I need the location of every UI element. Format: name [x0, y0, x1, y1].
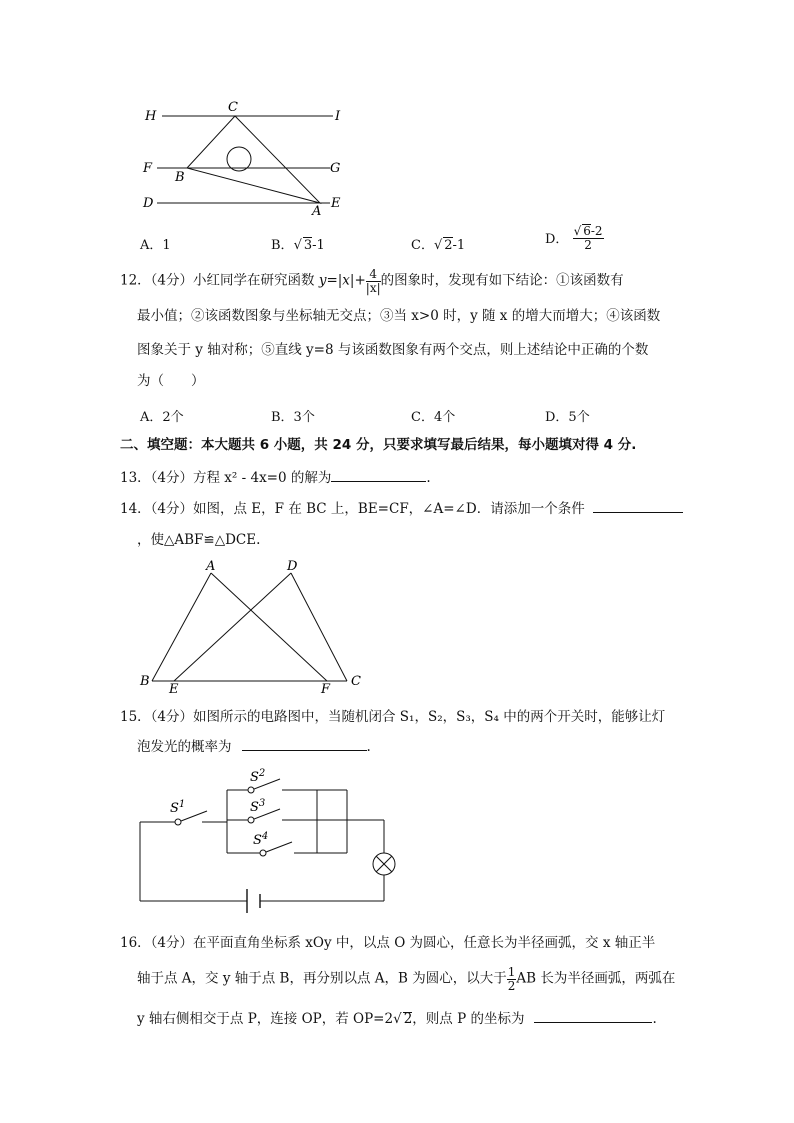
q13-answer-blank[interactable]	[331, 481, 426, 482]
q16-text-c: y 轴右侧相交于点 P，连接 OP，若 OP=2	[137, 1011, 394, 1027]
section-heading: 二、填空题：本大题共 6 小题，共 24 分，只要求填写最后结果，每小题填对得 4 分.	[120, 437, 637, 453]
q16-line3: y 轴右侧相交于点 P，连接 OP，若 OP=2√ 2，则点 P 的坐标为 .	[137, 1011, 657, 1027]
label-s4: $S^4$	[253, 831, 269, 848]
q11-option-b: B．√ 3-1	[271, 238, 325, 253]
q16-text-b: AB 长为半径画弧，两弧在	[516, 970, 676, 987]
triangle-abc	[187, 116, 320, 203]
q12-function: y=|x|+	[318, 272, 366, 289]
label-a: A	[206, 559, 216, 574]
label-d: D	[287, 559, 298, 574]
q14-text: 14．（4分）如图，点 E，F 在 BC 上，BE=CF，∠A=∠D．请添加一个条件	[120, 501, 585, 517]
label-s1: $S^1$	[170, 799, 186, 816]
q15-text: 泡发光的概率为	[137, 739, 232, 755]
label-d: D	[143, 196, 154, 211]
switch-s2-contact	[248, 787, 254, 793]
q12-frac-den: |x|	[365, 280, 381, 295]
q16-frac-num: 1	[507, 965, 516, 979]
label-h: H	[145, 109, 157, 124]
q16-text-d: ，则点 P 的坐标为	[412, 1011, 525, 1027]
q13-text: 13．（4分）方程 x² - 4x=0 的解为	[120, 470, 332, 486]
figure-q14	[137, 558, 367, 696]
q12-lead: 12．（4分）小红同学在研究函数	[120, 272, 319, 289]
q12-frac-num: 4	[366, 268, 381, 282]
segment-af	[211, 573, 327, 681]
switch-s4-blade	[266, 842, 292, 852]
q13-line	[120, 472, 431, 486]
q12-line2: 最小值；②该函数图象与坐标轴无交点；③当 x>0 时，y 随 x 的增大而增大；④该函数	[137, 308, 661, 324]
q14-answer-blank[interactable]	[593, 512, 683, 513]
q11-option-d	[545, 224, 604, 251]
label-c: C	[228, 100, 238, 115]
label-s2: $S^2$	[250, 768, 266, 785]
label-c: C	[351, 674, 361, 689]
q15-line2	[137, 741, 371, 755]
q11-d-fraction: $\frac{√ 6-2}{2}$	[573, 224, 603, 252]
q11-c-prefix: C．	[411, 238, 434, 253]
label-b: B	[175, 170, 185, 185]
q16-frac-den: 2	[507, 978, 516, 993]
figure-q11	[135, 95, 355, 220]
segment-dc	[291, 573, 347, 681]
figure-q15-circuit	[130, 765, 400, 920]
q16-text-a: 轴于点 A，交 y 轴于点 B，再分别以点 A，B 为圆心，以大于	[137, 970, 507, 987]
circle	[227, 147, 251, 171]
label-f: F	[321, 682, 331, 696]
q11-c-suffix: -1	[452, 238, 466, 253]
label-g: G	[330, 161, 341, 176]
label-i: I	[335, 109, 341, 124]
q12-fraction	[366, 268, 381, 294]
q11-d-radicand: 6	[583, 224, 591, 238]
q11-b-prefix: B．	[271, 238, 294, 253]
q11-option-c: C．√ 2-1	[411, 238, 466, 253]
q16-fraction	[507, 966, 517, 992]
q12-tail: 的图象时，发现有如下结论：①该函数有	[380, 272, 624, 289]
label-f: F	[143, 161, 153, 176]
q15-end: .	[366, 739, 371, 755]
label-a: A	[312, 204, 322, 219]
q11-d-num-suffix: -2	[590, 224, 603, 238]
q16-radicand: 2	[403, 1011, 413, 1027]
q12-option-d: D．5个	[545, 410, 590, 425]
q11-option-a: A．1	[140, 238, 171, 253]
q14-line1	[120, 503, 683, 517]
switch-s4-contact	[260, 850, 266, 856]
label-b: B	[140, 674, 150, 689]
q12-line3: 图象关于 y 轴对称；⑤直线 y=8 与该函数图象有两个交点，则上述结论中正确的个数	[137, 342, 649, 358]
label-e: E	[169, 682, 179, 696]
q11-c-radicand: 2	[444, 238, 453, 253]
q15-line1: 15．（4分）如图所示的电路图中，当随机闭合 S₁，S₂，S₃，S₄ 中的两个开关时，能够让灯	[120, 709, 666, 725]
q12-option-a: A．2个	[140, 410, 184, 425]
q16-line2	[137, 966, 675, 992]
q11-b-radicand: 3	[303, 238, 313, 253]
label-s3: $S^3$	[250, 798, 266, 815]
switch-s1-blade	[181, 811, 207, 821]
q13-end: .	[426, 470, 431, 486]
q12-option-c: C．4个	[411, 410, 456, 425]
q12-line4: 为（ ）	[137, 373, 205, 389]
q11-d-prefix: D．	[545, 232, 569, 248]
label-e: E	[331, 196, 341, 211]
q15-answer-blank[interactable]	[242, 750, 367, 751]
q16-end: .	[652, 1011, 657, 1027]
q12-option-b: B．3个	[271, 410, 315, 425]
q12-line1	[120, 268, 624, 294]
q11-d-denominator: 2	[584, 237, 592, 252]
q11-b-suffix: -1	[312, 238, 325, 253]
switch-s1-contact	[175, 819, 181, 825]
q14-line2: ，使△ABF≌△DCE.	[137, 532, 261, 548]
switch-s3-contact	[248, 817, 254, 823]
segment-ab	[152, 573, 211, 681]
q16-line1: 16．（4分）在平面直角坐标系 xOy 中，以点 O 为圆心，任意长为半径画弧，交 x 轴正半	[120, 935, 656, 951]
segment-de	[174, 573, 291, 681]
q16-answer-blank[interactable]	[534, 1022, 652, 1023]
